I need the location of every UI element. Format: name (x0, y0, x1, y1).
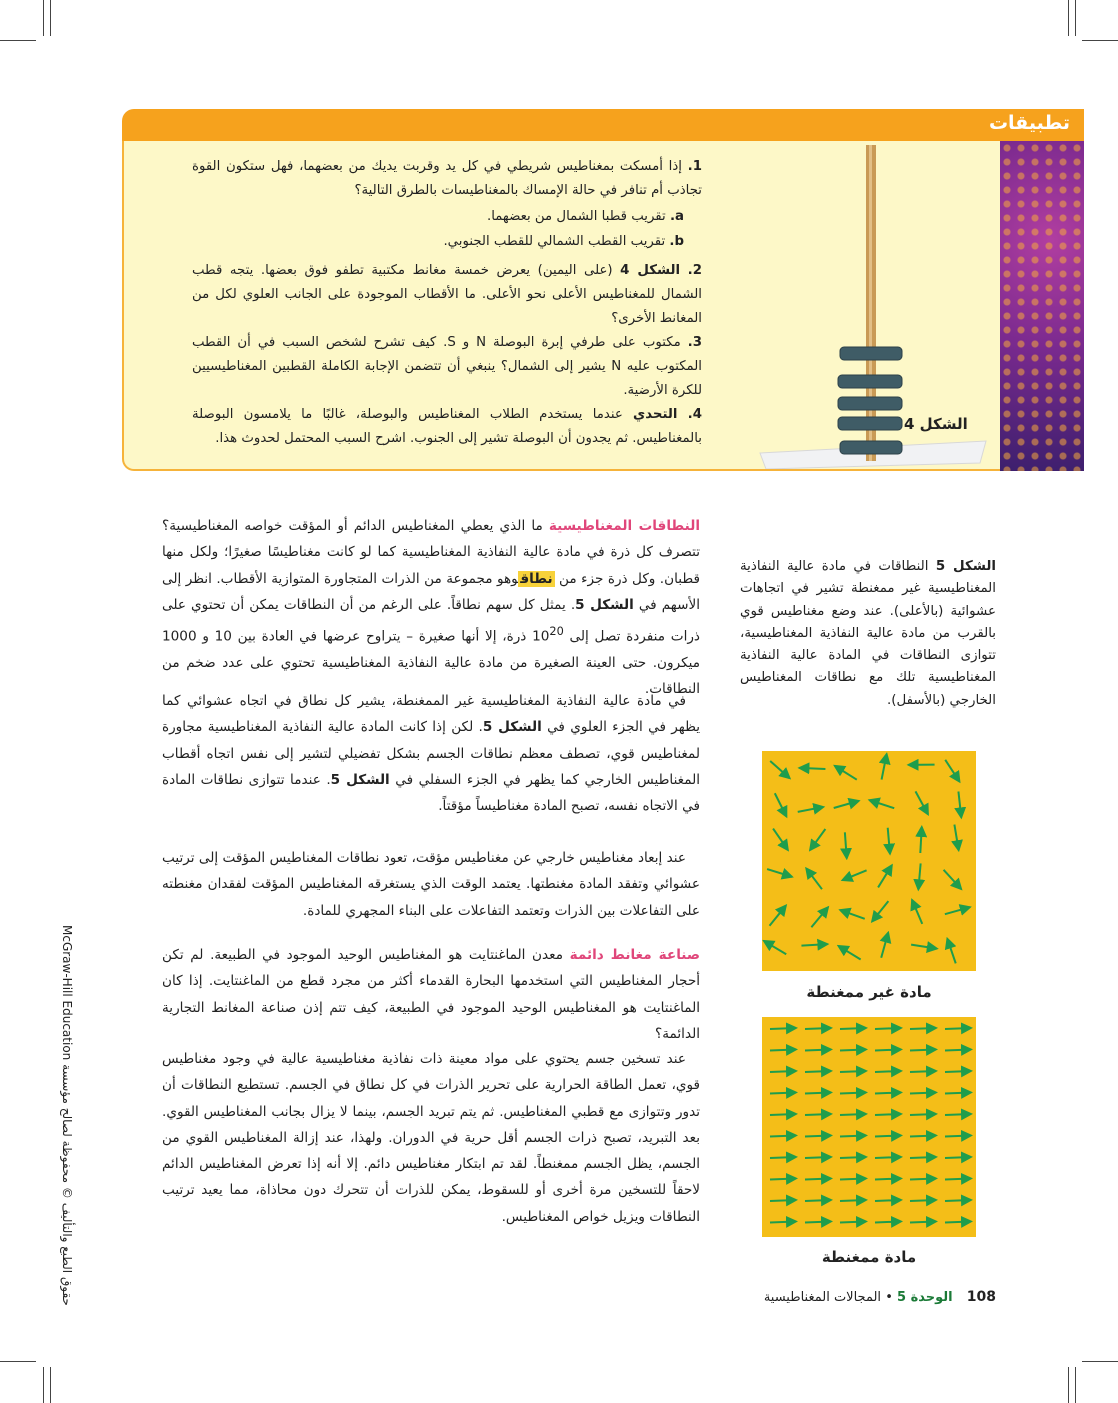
domains-heading: النطاقات المغناطيسية (548, 518, 700, 534)
page-footer: 108 الوحدة 5 • المجالات المغناطيسية (763, 1289, 996, 1305)
domain-arrow (764, 941, 786, 954)
applications-box (122, 109, 1084, 471)
domain-arrow (845, 832, 847, 858)
domain-arrow (912, 900, 922, 924)
domain-arrow (888, 828, 890, 854)
domain-arrow (945, 1050, 971, 1051)
domain-arrow (806, 868, 822, 889)
domain-arrow (798, 807, 824, 812)
question-3: 3. مكتوب على طرفي إبرة البوصلة N و S. كيف تشرح لشخص السبب في أن القطب المكتوب عليه N يشير إلى الشمال؟ ينبغي أن تتضمن الإجابة الكاملة القطبين المغناطيسيين للكرة الأرضية. (192, 335, 702, 398)
domain-arrow (770, 1136, 796, 1137)
domain-arrow (910, 1157, 936, 1158)
domain-arrow (958, 792, 961, 818)
domain-arrow (875, 1179, 901, 1180)
unmagnetized-domains-diagram (762, 751, 976, 971)
crop-mark (50, 0, 51, 36)
domain-arrow (920, 827, 921, 853)
domain-arrow (805, 1157, 831, 1158)
domain-arrow (840, 1093, 866, 1094)
domain-arrow (805, 1200, 831, 1201)
domain-arrow (910, 1222, 936, 1223)
domain-arrow (872, 901, 888, 921)
domain-arrow (875, 1157, 901, 1158)
magnetized-domains-diagram (762, 1017, 976, 1237)
domain-arrow (945, 1093, 971, 1094)
domains-paragraph-1: النطاقات المغناطيسية ما الذي يعطي المغناطيس الدائم أو المؤقت خواصه المغناطيسية؟ تتصرف كل ذرة في مادة عالية النفاذية المغناطيسية كما لو كانت مغناطيسًا صغيرًا؛ ولكل منها قطبان. وكل ذرة جزء من نطاقوهو مجموعة من الذرات المتجاورة المتوازية الأقطاب. انظر إلى الأسهم في الشكل 5. يمثل كل سهم نطاقاً. على الرغم من أن النطاقات يمكن أن تحتوي على ذرات منفردة تصل إلى $10^{20}$ ذرة، إلا أنها صغيرة – يتراوح عرضها في العادة بين 10 و 1000 ميكرون. حتى العينة الصغيرة من مادة عالية النفاذية المغناطيسية تحتوي على عدد ضخم من النطاقات. (162, 518, 700, 698)
domain-arrow (810, 829, 825, 850)
domain-arrow (944, 870, 962, 889)
domain-arrow (945, 1028, 971, 1029)
domain-arrow (811, 907, 828, 927)
domain-arrow (770, 761, 789, 778)
domain-arrow (805, 1179, 831, 1180)
domain-arrow (805, 1028, 831, 1029)
permanent-heading: صناعة مغانط دائمة (569, 947, 700, 963)
domain-arrow (805, 1050, 831, 1051)
domain-arrow (805, 1071, 831, 1072)
domain-arrow (775, 793, 787, 816)
crop-mark (0, 1361, 36, 1362)
applications-header (122, 109, 1084, 141)
domain-arrow (945, 907, 970, 914)
domain-arrow (954, 825, 958, 851)
domain-arrow (840, 1222, 866, 1223)
domain-arrow (770, 1157, 796, 1158)
domain-arrow (945, 1200, 971, 1201)
domain-arrow (875, 1050, 901, 1051)
domain-arrow (911, 945, 937, 949)
domain-arrow (875, 1200, 901, 1201)
domain-arrow (770, 906, 786, 926)
domain-arrow (947, 939, 955, 964)
question-1: 1. إذا أمسكت بمغناطيس شريطي في كل يد وقربت يديك من بعضهما، فهل ستكون القوة تجاذب أم تنافر في حالة الإمساك بالمغناطيسات بالطرق التالية؟ (192, 159, 702, 198)
figure-4-label: الشكل 4 (904, 415, 968, 433)
unmagnetized-label: مادة غير ممغنطة (806, 983, 932, 1001)
crop-mark (1068, 0, 1069, 36)
figure-5-caption: الشكل 5 النطاقات في مادة عالية النفاذية المغناطيسية غير ممغنطة تشير في اتجاهات عشوائية (بالأعلى). عند وضع مغناطيس قوي بالقرب من مادة عالية النفاذية المغناطيسية، تتوازى النطاقات في المادة عالية النفاذية المغناطيسية تلك مع نطاقات المغناطيس الخارجي (بالأسفل). (740, 559, 996, 708)
question-1b: b. تقريب القطب الشمالي للقطب الجنوبي. (443, 234, 684, 249)
magnetized-label: مادة ممغنطة (821, 1248, 917, 1266)
domain-arrow (878, 865, 892, 887)
domain-arrow (840, 1028, 866, 1029)
domain-arrow (945, 1136, 971, 1137)
question-4: 4. التحدي عندما يستخدم الطلاب المغناطيس والبوصلة، غالبًا ما يلامسون البوصلة بالمغناطيس. ثم يجدون أن البوصلة تشير إلى الجنوب. اشرح السبب المحتمل لحدوث هذا. (192, 407, 702, 446)
domain-arrow (840, 1114, 866, 1115)
domain-arrow (805, 1222, 831, 1223)
domain-arrow (805, 1136, 831, 1137)
domain-arrow (840, 1200, 866, 1201)
domain-arrow (840, 1157, 866, 1158)
crop-mark (43, 1367, 44, 1403)
permanent-paragraph-1: صناعة مغانط دائمة معدن الماغنتايت هو المغناطيس الوحيد الموجود في الطبيعة. لم تكن أحجار المغناطيس التي استخدمها البحارة القدماء أكثر من مجرد قطع من الماغنتايت. إذا كان الماغنتايت هو المغناطيس الوحيد الموجود في الطبيعة، كيف تتم إذن صناعة المغانط التجارية الدائمة؟ (162, 947, 700, 1042)
domain-arrow (910, 1200, 936, 1201)
domain-arrow (773, 829, 788, 850)
domain-arrow (945, 760, 959, 782)
domain-term: نطاق (520, 570, 553, 587)
domain-arrow (945, 1071, 971, 1072)
domain-arrow (840, 1071, 866, 1072)
domain-arrow (910, 1071, 936, 1072)
domain-arrow (767, 869, 792, 877)
domain-arrow (770, 1050, 796, 1051)
domain-arrow (835, 766, 857, 780)
domain-arrow (910, 1028, 936, 1029)
domain-arrow (805, 1114, 831, 1115)
domain-arrow (875, 1222, 901, 1223)
domains-paragraph-2: في مادة عالية النفاذية المغناطيسية غير الممغنطة، يشير كل نطاق في اتجاه عشوائي كما يظهر في الجزء العلوي في الشكل 5. لكن إذا كانت المادة عالية النفاذية المغناطيسية مجاورة لمغناطيس قوي، تصطف معظم نطاقات الجسم بشكل تفضيلي لتشير إلى نفس اتجاه أقطاب المغناطيس الخارجي كما يظهر في الجزء السفلي في الشكل 5. عندما تتوازى نطاقات المادة في الاتجاه نفسه، تصبح المادة مغناطيساً مؤقتاً. (162, 693, 701, 815)
domain-arrow (770, 1028, 796, 1029)
page-number: 108 (966, 1289, 996, 1305)
domain-arrow (840, 1050, 866, 1051)
crop-mark (1075, 1367, 1076, 1403)
domain-arrow (801, 944, 827, 946)
permanent-paragraph-2: عند تسخين جسم يحتوي على مواد معينة ذات نفاذية مغناطيسية عالية في وجود مغناطيس قوي، تعمل الطاقة الحرارية على تحرير الذرات في كل نطاق في الجسم. تستطيع النطاقات أن تدور وتتوازى مع قطبي المغناطيس. ثم يتم تبريد الجسم، بينما لا يزال بجانب المغناطيس القوي. بعد التبريد، تصبح ذرات الجسم أقل حرية في الدوران. ولهذا، عند إزالة المغناطيس القوي من الجسم، يظل الجسم ممغنطاً. لقد تم ابتكار مغناطيس دائم. إلا أنه إذا تعرض المغناطيس الدائم لاحقاً للتسخين مرة أخرى أو للسقوط، يمكن للذرات أن تتحرك دون محاذاة، مما يعيد ترتيب النطاقات ويزيل خواص المغناطيس. (162, 1051, 700, 1225)
domain-arrow (770, 1200, 796, 1201)
domain-arrow (881, 933, 888, 958)
decorative-purple-strip (1000, 141, 1084, 471)
crop-mark (0, 40, 36, 41)
domain-arrow (910, 1114, 936, 1115)
applications-title: تطبيقات (988, 112, 1070, 134)
crop-mark (50, 1367, 51, 1403)
domain-arrow (910, 1050, 936, 1051)
domain-arrow (875, 1136, 901, 1137)
domain-arrow (770, 1179, 796, 1180)
domain-arrow (918, 863, 920, 889)
domain-arrow (770, 1222, 796, 1223)
domain-arrow (805, 1093, 831, 1094)
domain-arrow (770, 1071, 796, 1072)
domain-arrow (910, 1179, 936, 1180)
domain-arrow (915, 791, 927, 814)
domain-arrow (840, 1136, 866, 1137)
domain-arrow (870, 800, 895, 808)
domain-arrow (945, 1222, 971, 1223)
domain-arrow (910, 1093, 936, 1094)
domain-arrow (875, 1028, 901, 1029)
unit-label: الوحدة 5 (897, 1290, 953, 1305)
crop-mark (1082, 40, 1118, 41)
domains-paragraph-3: عند إبعاد مغناطيس خارجي عن مغناطيس مؤقت، تعود نطاقات المغناطيس المؤقت إلى ترتيب عشوائي وتفقد المادة مغنطتها. يعتمد الوقت الذي يستغرقه المغناطيس المؤقت لفقدان مغنطته على التفاعلات بين الذرات وتعتمد التفاعلات على البناء المجهري للمادة. (162, 850, 700, 919)
domain-arrow (770, 1093, 796, 1094)
domain-arrow (834, 801, 859, 808)
copyright-vertical: McGraw-Hill Education حقوق الطبع والتأليف © محفوظة لصالح مؤسسة (60, 925, 74, 1306)
domain-arrow (882, 754, 887, 780)
question-2: 2. الشكل 4 (على اليمين) يعرض خمسة مغانط مكتبية تطفو فوق بعضها. يتجه قطب الشمال للمغناطيس الأعلى نحو الأعلى. ما الأقطاب الموجودة على الجانب العلوي لكل من المغانط الأخرى؟ (192, 263, 702, 326)
crop-mark (1075, 0, 1076, 36)
domain-arrow (875, 1071, 901, 1072)
domain-arrow (875, 1114, 901, 1115)
domain-arrow (843, 870, 867, 880)
crop-mark (43, 0, 44, 36)
domain-arrow (799, 768, 825, 769)
domain-arrow (838, 946, 860, 960)
domain-arrow (840, 910, 864, 919)
crop-mark (1082, 1361, 1118, 1362)
question-1a: a. تقريب قطبا الشمال من بعضهما. (486, 209, 684, 224)
domain-arrow (945, 1157, 971, 1158)
domain-arrow (875, 1093, 901, 1094)
domain-arrow (945, 1114, 971, 1115)
domain-arrow (910, 1136, 936, 1137)
chapter-title: المجالات المغناطيسية (763, 1290, 882, 1305)
domain-arrow (770, 1114, 796, 1115)
crop-mark (1068, 1367, 1069, 1403)
domain-arrow (840, 1179, 866, 1180)
domain-arrow (945, 1179, 971, 1180)
